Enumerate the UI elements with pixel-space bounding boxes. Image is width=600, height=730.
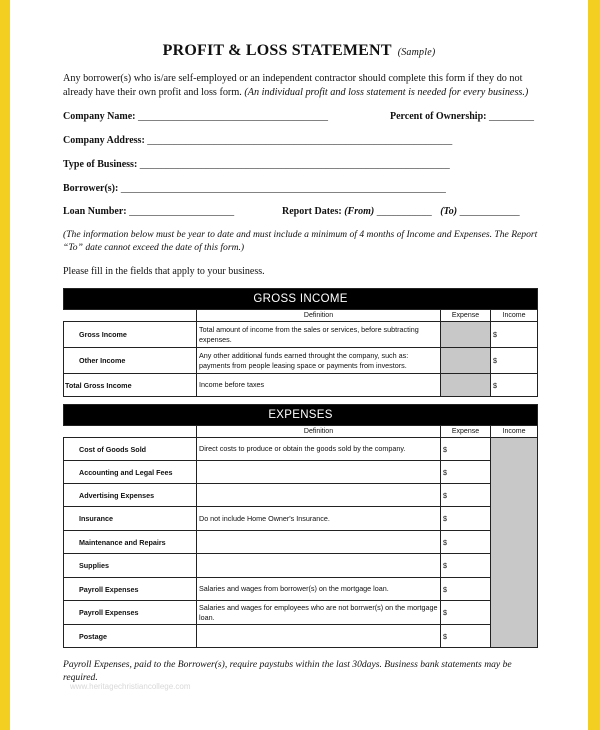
expenses-table [63, 404, 538, 648]
expense-cell[interactable]: $ [441, 531, 491, 554]
table-row [64, 322, 538, 348]
row-label: Accounting and Legal Fees [64, 461, 197, 484]
header-blank [64, 426, 197, 438]
row-label: Maintenance and Repairs [64, 531, 197, 554]
expense-cell[interactable]: $ [441, 438, 491, 461]
row-definition[interactable] [197, 554, 441, 578]
table-row [64, 578, 538, 601]
from-label: (From) [344, 206, 375, 217]
gross-income-table [63, 288, 538, 397]
borrowers-line[interactable]: _________________________________________________________________ [120, 183, 446, 194]
expense-cell-disabled [441, 322, 491, 348]
company-name-label: Company Name: [63, 111, 136, 122]
report-note: (The information below must be year to date and must include a minimum of 4 months of Income and Expenses. The Report “To” date cannot exceed the date of this form.) [63, 229, 538, 253]
gross-income-title: GROSS INCOME [64, 289, 538, 310]
row-definition[interactable] [197, 625, 441, 648]
ownership-field[interactable] [390, 111, 534, 122]
row-definition: Income before taxes [197, 374, 441, 397]
row-definition[interactable] [197, 461, 441, 484]
header-definition: Definition [197, 310, 441, 322]
gross-income-banner [64, 289, 538, 310]
row-definition[interactable] [197, 531, 441, 554]
expense-cell-disabled [441, 374, 491, 397]
row-definition: Any other additional funds earned throught the company, such as: payments from people leasing space or payments from investors. [197, 348, 441, 374]
intro-text: Any borrower(s) who is/are self-employed or an independent contractor should complete this form if they do not already have their own profit and loss form. [63, 73, 523, 98]
row-label: Cost of Goods Sold [64, 438, 197, 461]
company-address-label: Company Address: [63, 135, 145, 146]
to-label: (To) [440, 206, 458, 217]
row-label: Payroll Expenses [64, 578, 197, 601]
table-row [64, 601, 538, 625]
row-definition: Total amount of income from the sales or services, before subtracting expenses. [197, 322, 441, 348]
table-row [64, 461, 538, 484]
company-address-line[interactable]: _____________________________________________________________ [147, 135, 453, 146]
row-label: Postage [64, 625, 197, 648]
row-label: Gross Income [64, 322, 197, 348]
subtitle-text: (Sample) [397, 47, 436, 58]
header-expense: Expense [441, 426, 491, 438]
type-of-business-label: Type of Business: [63, 159, 138, 170]
expense-cell[interactable]: $ [441, 484, 491, 507]
from-line[interactable]: ___________ [376, 206, 432, 217]
report-dates-field[interactable] [282, 206, 520, 217]
row-definition: Salaries and wages for employees who are not borrwer(s) on the mortgage loan. [197, 601, 441, 625]
report-dates-label: Report Dates: [282, 206, 342, 217]
header-definition: Definition [197, 426, 441, 438]
type-of-business-field[interactable] [63, 159, 450, 170]
row-label: Insurance [64, 507, 197, 531]
table-row [64, 484, 538, 507]
table-row [64, 554, 538, 578]
ownership-label: Percent of Ownership: [390, 111, 487, 122]
expense-cell[interactable]: $ [441, 554, 491, 578]
income-cell-disabled [491, 438, 538, 648]
expense-cell[interactable]: $ [441, 625, 491, 648]
header-blank [64, 310, 197, 322]
borrowers-field[interactable] [63, 183, 446, 194]
row-definition: Do not include Home Owner's Insurance. [197, 507, 441, 531]
income-cell[interactable]: $ [491, 348, 538, 374]
expense-cell[interactable]: $ [441, 601, 491, 625]
header-income: Income [491, 310, 538, 322]
table-row [64, 625, 538, 648]
company-name-line[interactable]: ______________________________________ [138, 111, 328, 122]
income-cell[interactable]: $ [491, 374, 538, 397]
document-page [10, 0, 588, 730]
header-expense: Expense [441, 310, 491, 322]
borrowers-label: Borrower(s): [63, 183, 119, 194]
expense-cell[interactable]: $ [441, 507, 491, 531]
expense-cell[interactable]: $ [441, 461, 491, 484]
type-of-business-line[interactable]: ______________________________________________________________ [139, 159, 450, 170]
row-label: Advertising Expenses [64, 484, 197, 507]
intro-italic-text: (An individual profit and loss statement is needed for every business.) [244, 86, 529, 98]
to-line[interactable]: ____________ [459, 206, 520, 217]
row-label: Payroll Expenses [64, 601, 197, 625]
table-row [64, 438, 538, 461]
row-definition: Direct costs to produce or obtain the goods sold by the company. [197, 438, 441, 461]
header-income: Income [491, 426, 538, 438]
footer-note: Payroll Expenses, paid to the Borrower(s), require paystubs within the last 30days. Business bank statements may be required. [63, 659, 512, 683]
title-text: PROFIT & LOSS STATEMENT [162, 42, 392, 59]
watermark: www.heritagechristiancollege.com [70, 682, 191, 691]
table-row [64, 531, 538, 554]
table-row [64, 374, 538, 397]
row-label: Other Income [64, 348, 197, 374]
ownership-line[interactable]: _________ [488, 111, 534, 122]
company-address-field[interactable] [63, 135, 452, 146]
row-label: Supplies [64, 554, 197, 578]
expense-cell[interactable]: $ [441, 578, 491, 601]
page-title [10, 42, 588, 60]
row-definition[interactable] [197, 484, 441, 507]
expenses-title: EXPENSES [64, 405, 538, 426]
row-definition: Salaries and wages from borrower(s) on the mortgage loan. [197, 578, 441, 601]
company-name-field[interactable] [63, 111, 328, 122]
loan-number-field[interactable] [63, 206, 234, 217]
loan-number-label: Loan Number: [63, 206, 127, 217]
expenses-banner [64, 405, 538, 426]
table-row [64, 507, 538, 531]
loan-number-line[interactable]: _____________________ [129, 206, 235, 217]
income-cell[interactable]: $ [491, 322, 538, 348]
row-label: Total Gross Income [64, 374, 197, 397]
expense-cell-disabled [441, 348, 491, 374]
gross-income-header-row [64, 310, 538, 322]
intro-paragraph [63, 72, 543, 99]
table-row [64, 348, 538, 374]
expenses-header-row [64, 426, 538, 438]
fill-instruction: Please fill in the fields that apply to your business. [63, 266, 265, 277]
